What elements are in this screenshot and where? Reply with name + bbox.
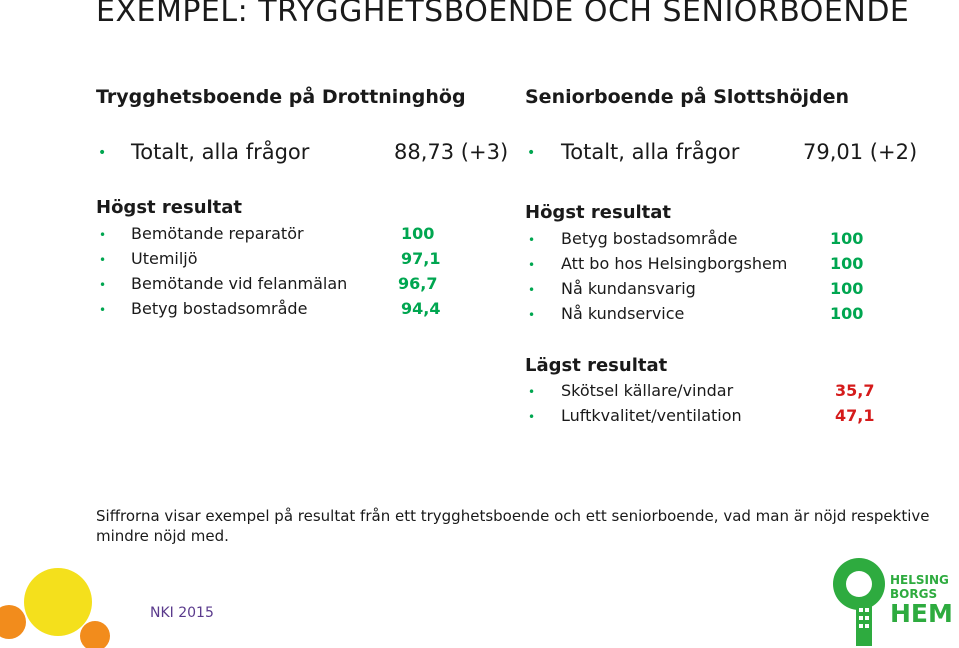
left-heading: Trygghetsboende på Drottninghög (96, 86, 466, 108)
left-highest-label: Betyg bostadsområde (131, 299, 308, 318)
left-highest-heading: Högst resultat (96, 197, 243, 218)
right-highest-label: Betyg bostadsområde (561, 229, 738, 248)
bullet-icon: • (99, 278, 107, 292)
bullet-icon: • (527, 145, 536, 161)
right-heading: Seniorboende på Slottshöjden (525, 86, 850, 108)
right-highest-label: Nå kundservice (561, 304, 685, 323)
right-highest-value: 100 (830, 254, 864, 273)
left-highest-value: 96,7 (398, 274, 438, 293)
bullet-icon: • (528, 233, 536, 247)
logo-text-borgs: BORGS (890, 587, 938, 601)
right-lowest-heading: Lägst resultat (525, 355, 668, 376)
right-highest-value: 100 (830, 229, 864, 248)
right-lowest-value: 35,7 (835, 381, 875, 400)
right-lowest-value: 47,1 (835, 406, 875, 425)
left-highest-label: Utemiljö (131, 249, 198, 268)
left-total-label: Totalt, alla frågor (131, 140, 310, 164)
logo-text-hem: HEM (890, 599, 953, 628)
logo-text-helsing: HELSING (890, 573, 949, 587)
right-highest-label: Att bo hos Helsingborgshem (561, 254, 788, 273)
bullet-icon: • (528, 410, 536, 424)
left-total-value: 88,73 (+3) (394, 140, 509, 164)
bullet-icon: • (528, 385, 536, 399)
bullet-icon: • (99, 253, 107, 267)
page-title: EXEMPEL: TRYGGHETSBOENDE OCH SENIORBOENDE (96, 0, 910, 29)
right-highest-heading: Högst resultat (525, 202, 672, 223)
left-highest-value: 100 (401, 224, 435, 243)
bullet-icon: • (99, 228, 107, 242)
right-highest-label: Nå kundansvarig (561, 279, 696, 298)
bullet-icon: • (98, 145, 107, 161)
bullet-icon: • (99, 303, 107, 317)
right-lowest-label: Luftkvalitet/ventilation (561, 406, 742, 425)
helsingborgshem-logo (832, 556, 953, 646)
footer-label: NKI 2015 (150, 605, 214, 621)
right-highest-value: 100 (830, 304, 864, 323)
left-highest-value: 97,1 (401, 249, 441, 268)
right-total-value: 79,01 (+2) (803, 140, 918, 164)
bullet-icon: • (528, 308, 536, 322)
yellow-circle (24, 568, 92, 636)
orange-circle-left (0, 605, 26, 639)
logo-building-icon (832, 556, 890, 646)
right-lowest-label: Skötsel källare/vindar (561, 381, 734, 400)
left-highest-label: Bemötande reparatör (131, 224, 304, 243)
footnote: Siffrorna visar exempel på resultat från ett trygghetsboende och ett seniorboende, vad man är nöjd respektive mindre nöjd med. (96, 507, 930, 545)
right-total-label: Totalt, alla frågor (561, 140, 740, 164)
left-highest-label: Bemötande vid felanmälan (131, 274, 348, 293)
decorative-circles-icon (0, 560, 120, 648)
right-highest-value: 100 (830, 279, 864, 298)
bullet-icon: • (528, 283, 536, 297)
bullet-icon: • (528, 258, 536, 272)
left-highest-value: 94,4 (401, 299, 441, 318)
orange-circle-right (80, 621, 110, 648)
